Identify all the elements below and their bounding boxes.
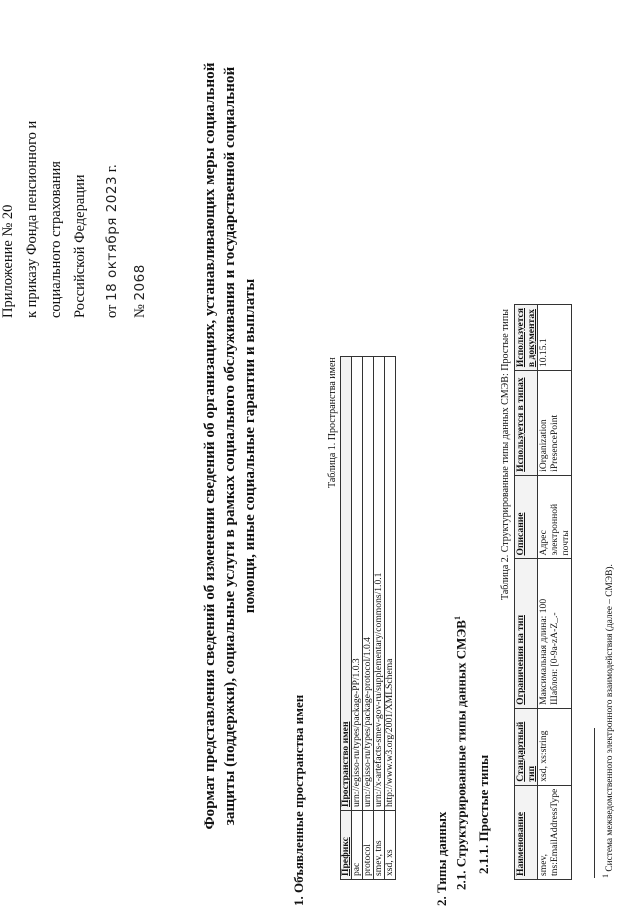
cell-prefix: xsd, xs	[385, 811, 396, 880]
header-prefix: Префикс	[341, 811, 352, 880]
appendix-line-4: Российской Федерации	[72, 174, 88, 318]
table-2-caption: Таблица 2. Структурированные типы данных СМЭВ: Простые типы	[500, 309, 511, 600]
cell-restrictions	[538, 559, 572, 708]
cell-prefix: pac	[352, 811, 363, 880]
header-name: Наименование	[515, 785, 538, 879]
cell-name	[538, 785, 572, 879]
section-2-1-heading	[453, 616, 469, 890]
cell-used-line-2: iPresencePoint	[549, 414, 560, 472]
footnote-divider	[594, 728, 595, 878]
header-used-in-docs: Используется в документах	[515, 305, 538, 371]
title-line-1: Формат представления сведений об изменении сведений об организациях, устанавливающих меры социальной	[201, 62, 218, 830]
cell-prefix: protocol	[363, 811, 374, 880]
number-value: 2068	[132, 264, 148, 301]
title-line-3: помощи, иные социальные гарантии и выплаты	[241, 278, 258, 614]
cell-desc-line-2: почты	[560, 530, 571, 556]
appendix-number	[132, 264, 149, 318]
table-row	[538, 305, 572, 880]
table-row	[374, 357, 385, 880]
cell-std-type: xsd, xs:string	[538, 708, 572, 785]
date-value: 18 октября 2023	[104, 175, 120, 301]
section-2-1-1-heading: 2.1.1. Простые типы	[476, 754, 491, 874]
header-used-in-types: Используется в типах	[515, 371, 538, 476]
cell-restr-line-1: Максимальная длина: 100	[538, 598, 549, 705]
table-row	[352, 357, 363, 880]
cell-namespace: urn://egisso-ru/types/package-protocol/1.0.4	[363, 357, 374, 811]
footnote-mark: 1	[601, 874, 610, 878]
table-header-row	[515, 305, 538, 880]
header-description: Описание	[515, 475, 538, 559]
cell-namespace: http://www.w3.org/2001/XMLSchema	[385, 357, 396, 811]
header-namespace: Пространство имен	[341, 357, 352, 811]
appendix-line-3: социального страхования	[48, 161, 64, 318]
table-header-row	[341, 357, 352, 880]
number-prefix: №	[132, 304, 148, 318]
cell-prefix: smev, tns	[374, 811, 385, 880]
document-title	[200, 36, 260, 856]
cell-used-in-docs: 10.15.1	[538, 305, 572, 371]
appendix-line-1: Приложение № 20	[0, 204, 16, 318]
simple-types-table	[514, 304, 572, 880]
date-suffix: г.	[104, 164, 120, 173]
cell-restr-line-2: Шаблон: [0-9a-zA-Z_.-	[549, 612, 560, 705]
title-line-2: защиты (поддержки), социальные услуги в рамках социального обслуживания и государственной социальной	[221, 66, 238, 826]
footnote	[601, 564, 615, 878]
table-row	[363, 357, 374, 880]
section-2-heading: 2. Типы данных	[434, 811, 449, 906]
namespaces-table	[340, 356, 396, 880]
appendix-line-2: к приказу Фонда пенсионного и	[24, 120, 40, 318]
cell-name-line-2: tns:EmailAddressType	[549, 788, 560, 876]
cell-desc-line-1: Адрес электронной	[538, 503, 560, 556]
cell-namespace: urn://x-artefacts-smev-gov-ru/supplementary/commons/1.0.1	[374, 357, 385, 811]
footnote-ref: 1	[453, 616, 462, 621]
cell-used-line-1: iOrganization	[538, 419, 549, 472]
table-1-caption: Таблица 1. Пространства имен	[327, 357, 338, 488]
cell-name-line-1: smev,	[538, 853, 549, 876]
footnote-text: Система межведомственного электронного взаимодействия (далее – СМЭВ).	[605, 564, 616, 872]
date-prefix: от	[104, 304, 120, 318]
appendix-date	[104, 164, 121, 318]
header-std-type: Стандартный тип	[515, 708, 538, 785]
cell-used-in-types	[538, 371, 572, 476]
table-row	[385, 357, 396, 880]
section-1-heading: 1. Объявленные пространства имен	[291, 694, 306, 906]
section-2-1-text: 2.1. Структурированные типы данных СМЭВ	[453, 620, 469, 890]
header-restrictions: Ограничения на тип	[515, 559, 538, 708]
cell-description	[538, 475, 572, 559]
cell-namespace: urn://egisso-ru/types/package-PP/1.0.3	[352, 357, 363, 811]
